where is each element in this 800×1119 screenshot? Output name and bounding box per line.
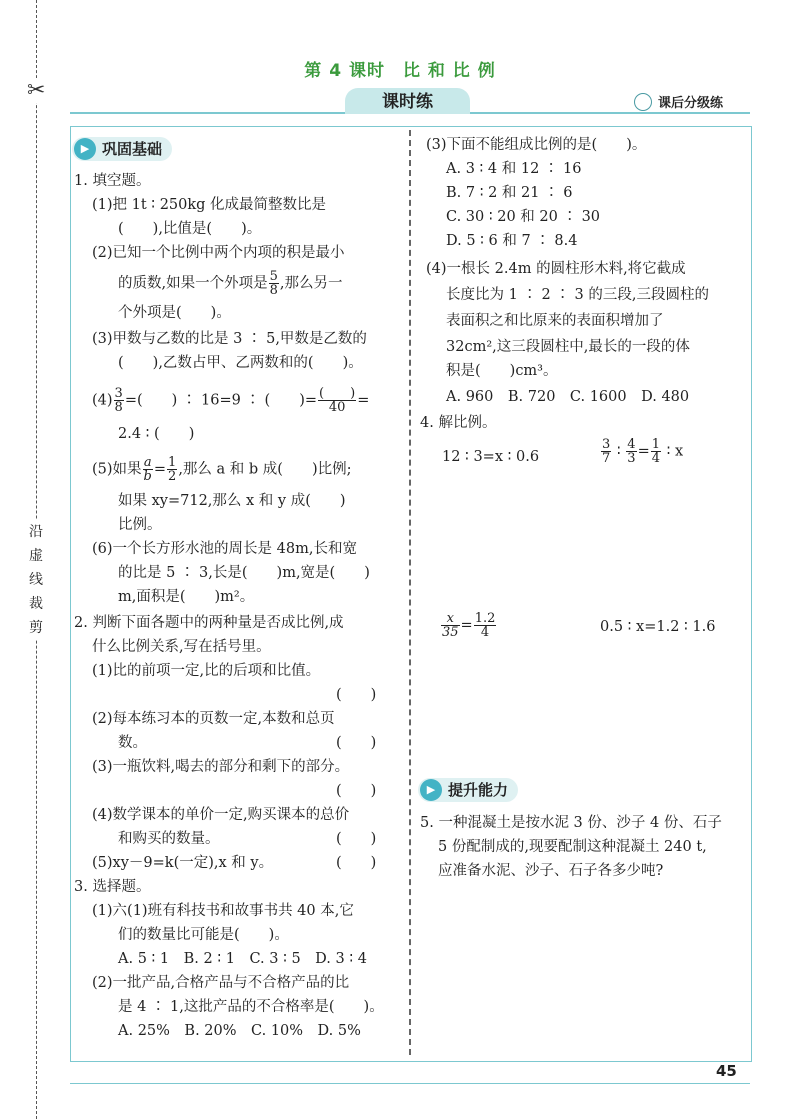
fraction-1-2 xyxy=(167,456,177,483)
q1-4-line2: 2.4 ∶ ( ) xyxy=(118,426,195,442)
denominator: 40 xyxy=(328,400,346,415)
q5-line2: 5 份配制成的,现要配制这种混凝土 240 t, xyxy=(438,839,707,855)
q3-3-option-c: C. 30 ∶ 20 和 20 ∶ 30 xyxy=(446,209,601,225)
header-label: 课时练 xyxy=(345,88,470,114)
cut-instruction: 沿虚线裁剪 xyxy=(26,520,46,640)
text: = xyxy=(153,461,167,478)
numerator: 5 xyxy=(269,269,278,284)
q2-1-paren: ( ) xyxy=(336,687,377,703)
section-basic-label: 巩固基础 xyxy=(102,140,163,158)
play-icon: ▶ xyxy=(420,779,442,801)
q1-6-line1: (6)一个长方形水池的周长是 48m,长和宽 xyxy=(92,541,357,557)
q3-4-line2: 长度比为 1 ∶ 2 ∶ 3 的三段,三段圆柱的 xyxy=(446,287,709,303)
q3-4-line1: (4)一根长 2.4m 的圆柱形木料,将它截成 xyxy=(426,261,686,277)
q2-5: (5)xy－9=k(一定),x 和 y。 xyxy=(92,855,274,871)
q3-1-line1: (1)六(1)班有科技书和故事书共 40 本,它 xyxy=(92,903,354,919)
fraction-3-8 xyxy=(114,387,124,414)
q3-4-options: A. 960 B. 720 C. 1600 D. 480 xyxy=(446,389,690,405)
q2-4-line1: (4)数学课本的单价一定,购买课本的总价 xyxy=(92,807,350,823)
q1-3-line1: (3)甲数与乙数的比是 3 ∶ 5,甲数是乙数的 xyxy=(92,331,367,347)
q1-5-line1 xyxy=(92,456,351,483)
q2-2-paren: ( ) xyxy=(336,735,377,751)
denominator: 7 xyxy=(602,451,611,466)
section-basic xyxy=(72,137,172,161)
q2-5-paren: ( ) xyxy=(336,855,377,871)
q3-4-line5: 积是( )cm³。 xyxy=(446,363,558,379)
lesson-title: 第 4 课时 比 和 比 例 xyxy=(304,61,496,81)
q3-4-line4: 32cm²,这三段圆柱中,最长的一段的体 xyxy=(446,339,690,355)
fraction xyxy=(474,612,497,639)
q3-3: (3)下面不能组成比例的是( )。 xyxy=(426,137,647,153)
q3-3-option-b: B. 7 ∶ 2 和 21 ∶ 6 xyxy=(446,185,573,201)
q2-1: (1)比的前项一定,比的后项和比值。 xyxy=(92,663,321,679)
q1-2-line1: (2)已知一个比例中两个内项的积是最小 xyxy=(92,245,345,261)
q1-2-line3: 个外项是( )。 xyxy=(118,305,231,321)
q3-heading: 3. 选择题。 xyxy=(74,879,151,895)
denominator: 8 xyxy=(269,283,278,298)
q3-4-line3: 表面积之和比原来的表面积增加了 xyxy=(446,313,664,329)
q1-4-line1 xyxy=(92,387,369,414)
denominator: b xyxy=(143,469,152,484)
q3-2-line2: 是 4 ∶ 1,这批产品的不合格率是( )。 xyxy=(118,999,384,1015)
text: = xyxy=(357,392,370,409)
q2-heading-line2: 什么比例关系,写在括号里。 xyxy=(92,639,271,655)
text: = xyxy=(637,443,650,460)
q1-3-line2: ( ),乙数占甲、乙两数和的( )。 xyxy=(118,355,363,371)
q3-2-line1: (2)一批产品,合格产品与不合格产品的比 xyxy=(92,975,350,991)
q3-3-option-a: A. 3 ∶ 4 和 12 ∶ 16 xyxy=(446,161,582,177)
q2-2-line1: (2)每本练习本的页数一定,本数和总页 xyxy=(92,711,335,727)
q3-1-line2: 们的数量比可能是( )。 xyxy=(118,927,289,943)
q4-equation-3 xyxy=(440,612,497,639)
q1-2-line2 xyxy=(118,270,343,297)
text: ,那么另一 xyxy=(279,275,343,292)
q1-1-line2: ( ),比值是( )。 xyxy=(118,221,262,237)
fraction-a-b xyxy=(143,456,153,483)
numerator: a xyxy=(143,455,152,470)
q2-3: (3)一瓶饮料,喝去的部分和剩下的部分。 xyxy=(92,759,350,775)
header-right xyxy=(634,92,723,111)
numerator: ( ) xyxy=(319,386,356,401)
text: 的质数,如果一个外项是 xyxy=(118,275,268,292)
numerator: 1.2 xyxy=(474,611,496,626)
q4-equation-2 xyxy=(600,438,683,465)
denominator: 2 xyxy=(168,469,177,484)
q1-6-line3: m,面积是( )m²。 xyxy=(118,589,255,605)
denominator: 8 xyxy=(114,400,123,415)
q2-4-line2: 和购买的数量。 xyxy=(118,831,220,847)
play-icon: ▶ xyxy=(74,138,96,160)
text: (4) xyxy=(92,392,113,409)
text: =( ) ∶ 16=9 ∶ ( )= xyxy=(124,392,318,409)
text: = xyxy=(460,617,473,634)
fraction-blank-40 xyxy=(318,387,356,414)
denominator: 35 xyxy=(442,625,459,640)
numerator: 4 xyxy=(627,437,636,452)
q3-2-options: A. 25% B. 20% C. 10% D. 5% xyxy=(118,1023,361,1039)
q4-equation-4: 0.5 ∶ x=1.2 ∶ 1.6 xyxy=(600,619,716,635)
q3-3-option-d: D. 5 ∶ 6 和 7 ∶ 8.4 xyxy=(446,233,578,249)
fraction xyxy=(601,438,611,465)
section-advanced xyxy=(418,778,518,802)
q5-line3: 应准备水泥、沙子、石子各多少吨? xyxy=(438,863,664,879)
header-right-label: 课后分级练 xyxy=(658,96,724,111)
numerator: 3 xyxy=(602,437,611,452)
q2-4-paren: ( ) xyxy=(336,831,377,847)
text: ∶ xyxy=(612,443,626,460)
numerator: 1 xyxy=(168,455,177,470)
numerator: 3 xyxy=(114,386,123,401)
column-divider xyxy=(409,130,411,1055)
text: ∶ x xyxy=(662,443,684,460)
text: ,那么 a 和 b 成( )比例; xyxy=(178,461,352,478)
q2-heading-line1: 2. 判断下面各题中的两种量是否成比例,成 xyxy=(74,615,344,631)
q3-1-options: A. 5 ∶ 1 B. 2 ∶ 1 C. 3 ∶ 5 D. 3 ∶ 4 xyxy=(118,951,367,967)
q1-heading: 1. 填空题。 xyxy=(74,173,151,189)
q5-line1: 5. 一种混凝土是按水泥 3 份、沙子 4 份、石子 xyxy=(420,815,722,831)
denominator: 4 xyxy=(651,451,660,466)
fraction xyxy=(651,438,661,465)
q1-5-line3: 比例。 xyxy=(118,517,162,533)
q4-equation-1: 12 ∶ 3=x ∶ 0.6 xyxy=(442,449,540,465)
clock-icon xyxy=(634,93,652,111)
q2-2-line2: 数。 xyxy=(118,735,147,751)
q1-5-line2: 如果 xy=712,那么 x 和 y 成( ) xyxy=(118,493,346,509)
numerator: x xyxy=(441,612,460,626)
fraction-5-8 xyxy=(269,270,279,297)
text: (5)如果 xyxy=(92,461,142,478)
footer-rule xyxy=(70,1083,750,1084)
fraction xyxy=(441,612,460,639)
q2-3-paren: ( ) xyxy=(336,783,377,799)
page-number: 45 xyxy=(716,1062,737,1080)
q1-1-line1: (1)把 1t ∶ 250kg 化成最简整数比是 xyxy=(92,197,327,213)
q1-6-line2: 的比是 5 ∶ 3,长是( )m,宽是( ) xyxy=(118,565,370,581)
denominator: 4 xyxy=(480,625,490,640)
fraction xyxy=(626,438,636,465)
scissors-icon: ✂ xyxy=(27,78,46,103)
numerator: 1 xyxy=(651,437,660,452)
denominator: 3 xyxy=(627,451,636,466)
q4-heading: 4. 解比例。 xyxy=(420,415,497,431)
section-advanced-label: 提升能力 xyxy=(448,781,509,799)
